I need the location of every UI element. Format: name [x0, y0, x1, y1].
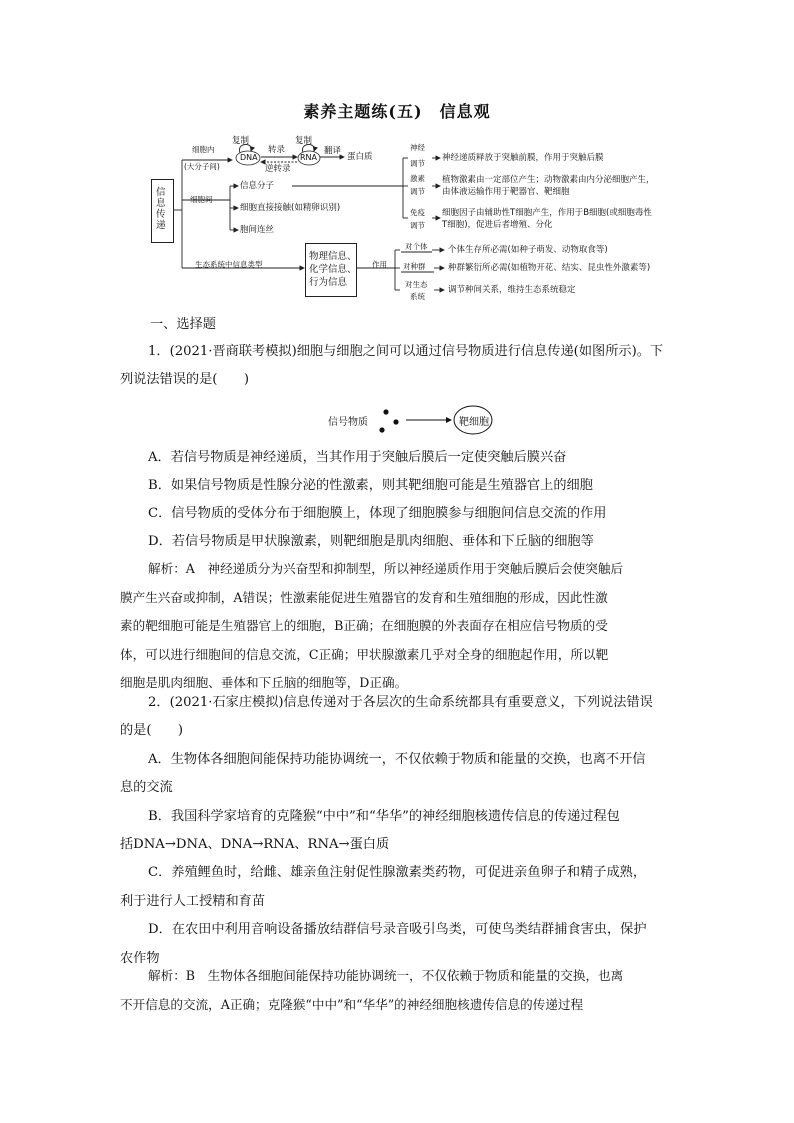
to-individual-label: 对个体: [405, 242, 428, 251]
individual-desc: 个体生存所必需(如种子萌发、动物取食等): [448, 245, 608, 255]
q2-stem-line-1: 2．(2021·石家庄模拟)信息传递对于各层次的生命系统都具有重要意义，下列说法错误: [148, 695, 653, 710]
target-cell-label: 靶细胞: [459, 417, 489, 428]
q2-option-d-cont: 农作物: [120, 950, 160, 966]
info-type-1: 物理信息、: [309, 251, 357, 262]
ecosystem-desc: 调节种间关系，维持生态系统稳定: [448, 285, 576, 295]
q2-exp-line-2: 不开信息的交流，A正确；克隆猴“中中”和“华华”的神经细胞核遗传信息的传递过程: [120, 996, 584, 1012]
q1-exp-line-2: 膜产生兴奋或抑制，A错误；性激素能促进生殖器官的发育和生殖细胞的形成，因此性激: [120, 589, 608, 605]
to-ecosystem-label: 对生态: [405, 280, 428, 289]
neural-label-2: 调节: [410, 159, 425, 168]
signal-molecule-label: 信息分子: [240, 181, 275, 191]
protein-label: 蛋白质: [347, 152, 373, 162]
reverse-label: 逆转录: [265, 164, 291, 174]
copy-label-2: 复制: [295, 136, 313, 146]
diagram-lines: [0, 0, 794, 320]
immune-desc: 细胞因子由辅助性T细胞产生，作用于B细胞(或细胞毒性: [442, 208, 652, 218]
section-heading: 一、选择题: [150, 317, 216, 332]
q2-option-d: D．在农田中利用音响设备播放结群信号录音吸引鸟类，可使鸟类结群捕食害虫，保护: [148, 922, 647, 938]
cell-inner-label: 细胞内: [192, 145, 215, 154]
q2-stem-line-2: 的是( ): [120, 723, 184, 739]
rna-label: RNA: [300, 153, 318, 162]
q2-option-a: A．生物体各细胞间能保持功能协调统一，不仅依赖于物质和能量的交换，也离不开信: [148, 751, 646, 767]
q1-option-d: D．若信号物质是甲状腺激素，则靶细胞是肌肉细胞、垂体和下丘脑的细胞等: [148, 534, 594, 549]
hormone-label: 激素: [410, 174, 425, 183]
q1-option-c: C．信号物质的受体分布于细胞膜上，体现了细胞膜参与细胞间信息交流的作用: [148, 506, 607, 521]
signal-label: 信号物质: [328, 417, 368, 428]
dna-label: DNA: [240, 153, 258, 162]
q1-stem-line-1: 1．(2021·晋商联考模拟)细胞与细胞之间可以通过信号物质进行信息传递(如图所示)。下: [148, 344, 664, 359]
q1-exp-line-5: 细胞是肌肉细胞、垂体和下丘脑的细胞等，D正确。: [120, 675, 408, 691]
q1-explanation: [120, 555, 676, 698]
q2-option-c-cont: 利于进行人工授精和育苗: [120, 893, 266, 909]
copy-label-1: 复制: [232, 136, 250, 146]
population-desc: 种群繁衍所必需(如植物开花、结实、昆虫性外激素等): [448, 263, 651, 273]
immune-desc-2: T细胞)，促进后者增殖、分化: [442, 220, 553, 230]
neural-desc: 神经递质释放于突触前膜，作用于突触后膜: [442, 153, 604, 163]
direct-contact-label: 细胞直接接触(如精卵识别): [240, 203, 341, 213]
q1-exp-line-4: 体，可以进行细胞间的信息交流，C正确；甲状腺激素几乎对全身的细胞起作用，所以靶: [120, 646, 609, 662]
transcribe-label: 转录: [268, 145, 286, 155]
hormone-desc: 植物激素由一定部位产生；动物激素由内分泌细胞产生，: [442, 175, 655, 185]
page-title: 素养主题练(五) 信息观: [303, 102, 491, 121]
q1-exp-line-3: 素的靶细胞可能是生殖器官上的细胞，B正确；在细胞膜的外表面存在相应信号物质的受: [120, 618, 608, 634]
q2-option-b-cont: 括DNA→DNA、DNA→RNA、RNA→蛋白质: [120, 837, 390, 853]
neural-label: 神经: [410, 143, 425, 152]
q2-exp-line-1: 解析：B 生物体各细胞间能保持功能协调统一，不仅依赖于物质和能量的交换，也离: [148, 968, 624, 983]
q2: [120, 689, 676, 973]
q1-exp-line-1: 解析：A 神经递质分为兴奋型和抑制型，所以神经递质作用于突触后膜后会使突触后: [148, 561, 624, 576]
to-ecosystem-label-2: 系统: [410, 292, 425, 301]
plasmodesmata-label: 胞间连丝: [240, 225, 275, 235]
q1-options: [120, 444, 676, 556]
hormone-label-2: 调节: [410, 187, 425, 196]
hormone-desc-2: 由体液运输作用于靶器官、靶细胞: [442, 187, 570, 197]
effect-label: 作用: [372, 260, 387, 269]
eco-type-label: 生态系统中信息类型: [195, 260, 263, 269]
translate-label: 翻译: [324, 146, 342, 156]
q1-option-a: A．若信号物质是神经递质，当其作用于突触后膜后一定使突触后膜兴奋: [148, 450, 567, 465]
q1-option-b: B．如果信号物质是性腺分泌的性激素，则其靶细胞可能是生殖器官上的细胞: [148, 478, 593, 493]
q2-option-b: B．我国科学家培育的克隆猴“中中”和“华华”的神经细胞核遗传信息的传递过程包: [148, 808, 620, 824]
to-population-label: 对种群: [403, 262, 426, 271]
root-label: 信息传递: [156, 187, 166, 231]
immune-label: 免疫: [410, 208, 425, 217]
q1-stem: [120, 338, 676, 394]
info-type-3: 行为信息: [309, 277, 348, 288]
cell-between-label: 细胞间: [190, 195, 213, 204]
cell-inner-sub: (大分子间): [184, 162, 220, 171]
q1-stem-line-2: 列说法错误的是( ): [120, 372, 249, 387]
info-type-2: 化学信息、: [309, 264, 357, 275]
immune-label-2: 调节: [410, 221, 425, 230]
q2-explanation: [120, 962, 676, 1019]
q2-option-c: C．养殖鲤鱼时，给雌、雄亲鱼注射促性腺激素类药物，可促进亲鱼卵子和精子成熟，: [148, 865, 647, 881]
q2-option-a-cont: 息的交流: [120, 780, 173, 796]
